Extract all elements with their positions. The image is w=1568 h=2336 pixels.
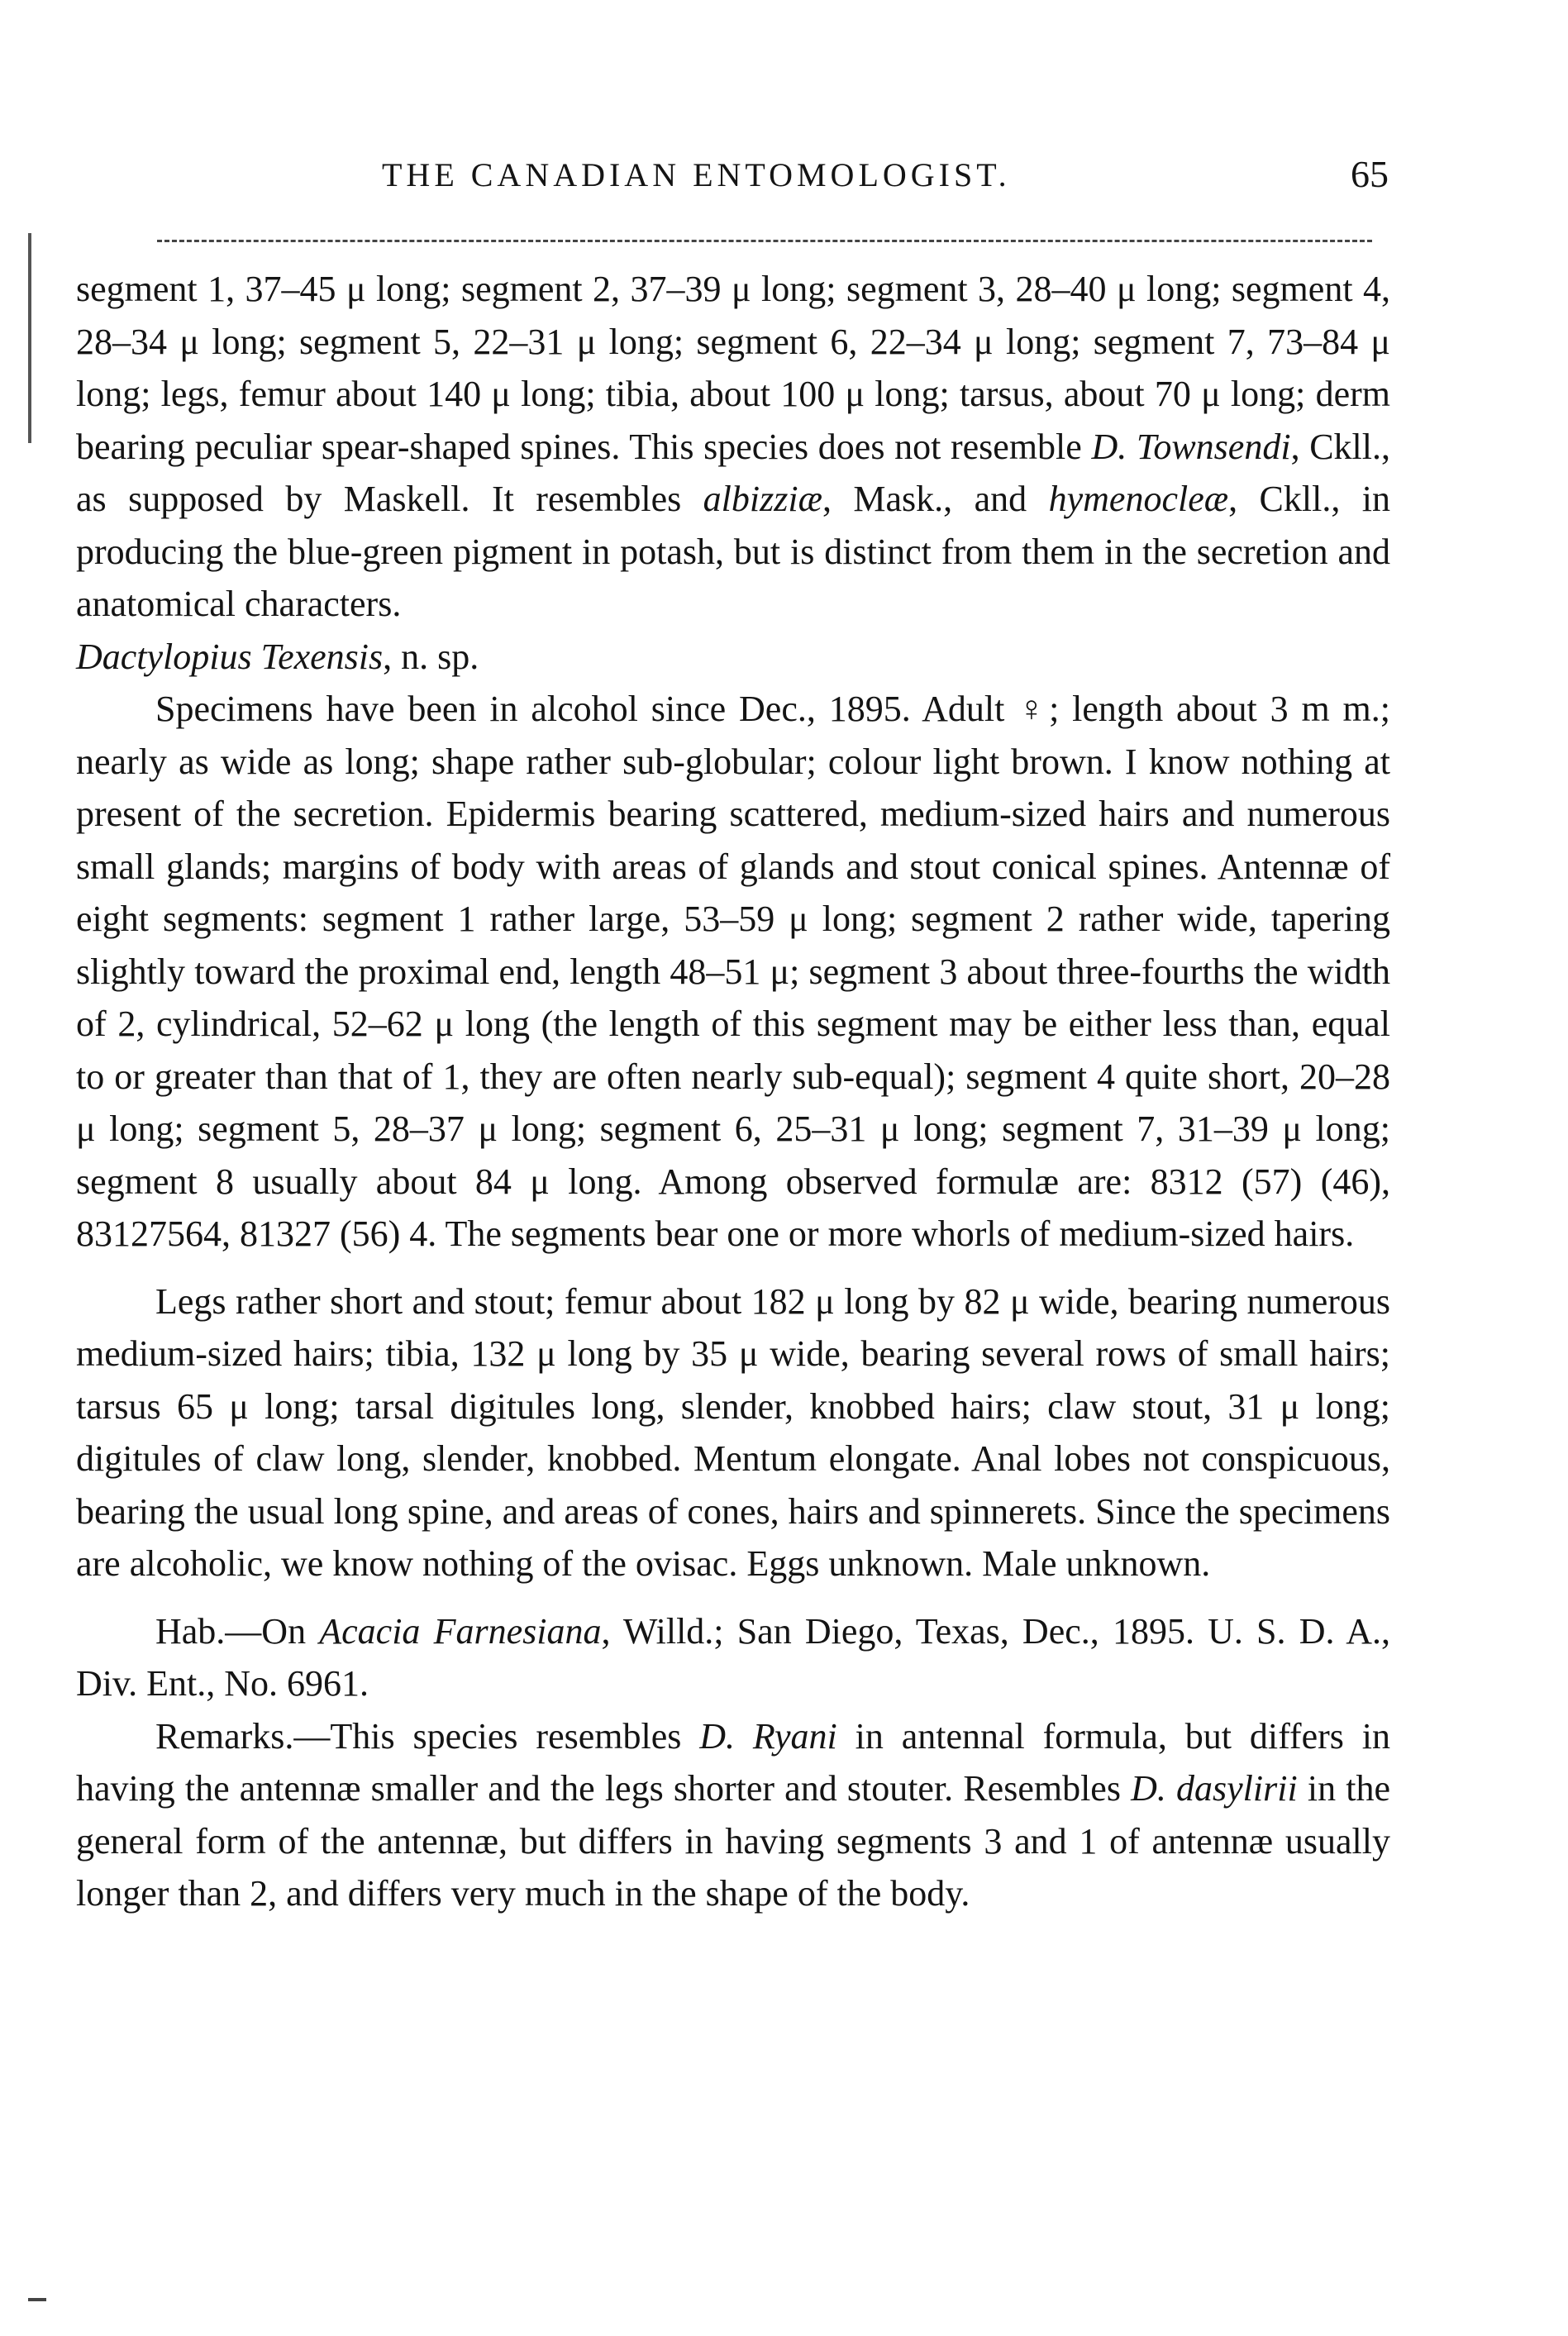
italic-text-run: albizziæ	[703, 479, 822, 519]
paragraph-legs	[76, 1275, 1390, 1590]
species-heading	[76, 631, 1390, 684]
text-run: in antennal formula, but differs in having the antennæ smaller and the legs shorter and stouter. Resembles	[76, 1715, 1390, 1809]
text-run: Hab.—On	[155, 1610, 320, 1652]
paragraph-continuation	[76, 263, 1390, 631]
italic-text-run: Acacia Farnesiana	[319, 1610, 602, 1652]
margin-mark-bottom	[28, 2298, 46, 2301]
paragraph-description	[76, 683, 1390, 1261]
text-run: , Willd.; San Diego, Texas, Dec., 1895. U. S. D. A., Div. Ent., No. 6961.	[76, 1610, 1390, 1704]
text-run: , Mask., and	[822, 479, 1049, 519]
text-run: segment 1, 37–45 μ long; segment 2, 37–39 μ long; segment 3, 28–40 μ long; segment 4, 28–34 μ long; segment 5, 22–31 μ long; segment 6, 22–34 μ long; segment 7, 73–84 μ long; legs, femur about 140 μ long; tibia, about 100 μ long; tarsus, about 70 μ long; derm bearing peculiar spear-shaped spines. This species does not resemble	[76, 269, 1390, 467]
italic-text-run: D. dasylirii	[1131, 1768, 1298, 1809]
paragraph-remarks	[76, 1710, 1390, 1920]
text-run: , Ckll., as supposed by Maskell. It resembles	[76, 426, 1391, 519]
header-rule	[157, 240, 1372, 242]
page-header	[74, 155, 1389, 205]
margin-mark	[28, 233, 31, 443]
paragraph-habitat	[76, 1605, 1390, 1710]
text-run: , n. sp.	[383, 636, 479, 677]
italic-text-run: Dactylopius Texensis	[76, 636, 384, 677]
text-run: in the general form of the antennæ, but differs in having segments 3 and 1 of antennæ usually longer than 2, and differs very much in the shape of the body.	[76, 1768, 1390, 1914]
text-run: , Ckll., in producing the blue-green pigment in potash, but is distinct from them in the secretion and anatomical characters.	[76, 479, 1390, 624]
italic-text-run: D. Townsendi	[1091, 426, 1291, 467]
italic-text-run: D. Ryani	[699, 1715, 837, 1757]
page-body	[76, 263, 1390, 1920]
text-run: Legs rather short and stout; femur about 182 μ long by 82 μ wide, bearing numerous medium-sized hairs; tibia, 132 μ long by 35 μ wide, bearing several rows of small hairs; tarsus 65 μ long; tarsal digitules long, slender, knobbed hairs; claw stout, 31 μ long; digitules of claw long, slender, knobbed. Mentum elongate. Anal lobes not conspicuous, bearing the usual long spine, and areas of cones, hairs and spinnerets. Since the specimens are alcoholic, we know nothing of the ovisac. Eggs unknown. Male unknown.	[76, 1280, 1390, 1584]
text-run: Specimens have been in alcohol since Dec., 1895. Adult ♀; length about 3 m m.; nearly as wide as long; shape rather sub-globular; colour light brown. I know nothing at present of the secretion. Epidermis bearing scattered, medium-sized hairs and numerous small glands; margins of body with areas of glands and stout conical spines. Antennæ of eight segments: segment 1 rather large, 53–59 μ long; segment 2 rather wide, tapering slightly toward the proximal end, length 48–51 μ; segment 3 about three-fourths the width of 2, cylindrical, 52–62 μ long (the length of this segment may be either less than, equal to or greater than that of 1, they are often nearly sub-equal); segment 4 quite short, 20–28 μ long; segment 5, 28–37 μ long; segment 6, 25–31 μ long; segment 7, 31–39 μ long; segment 8 usually about 84 μ long. Among observed formulæ are: 8312 (57) (46), 83127564, 81327 (56) 4. The segments bear one or more whorls of medium-sized hairs.	[76, 689, 1390, 1254]
page-number: 65	[1351, 153, 1389, 195]
running-title: THE CANADIAN ENTOMOLOGIST.	[382, 156, 1011, 193]
italic-text-run: hymenocleæ	[1048, 479, 1229, 519]
text-run: Remarks.—This species resembles	[155, 1715, 700, 1757]
